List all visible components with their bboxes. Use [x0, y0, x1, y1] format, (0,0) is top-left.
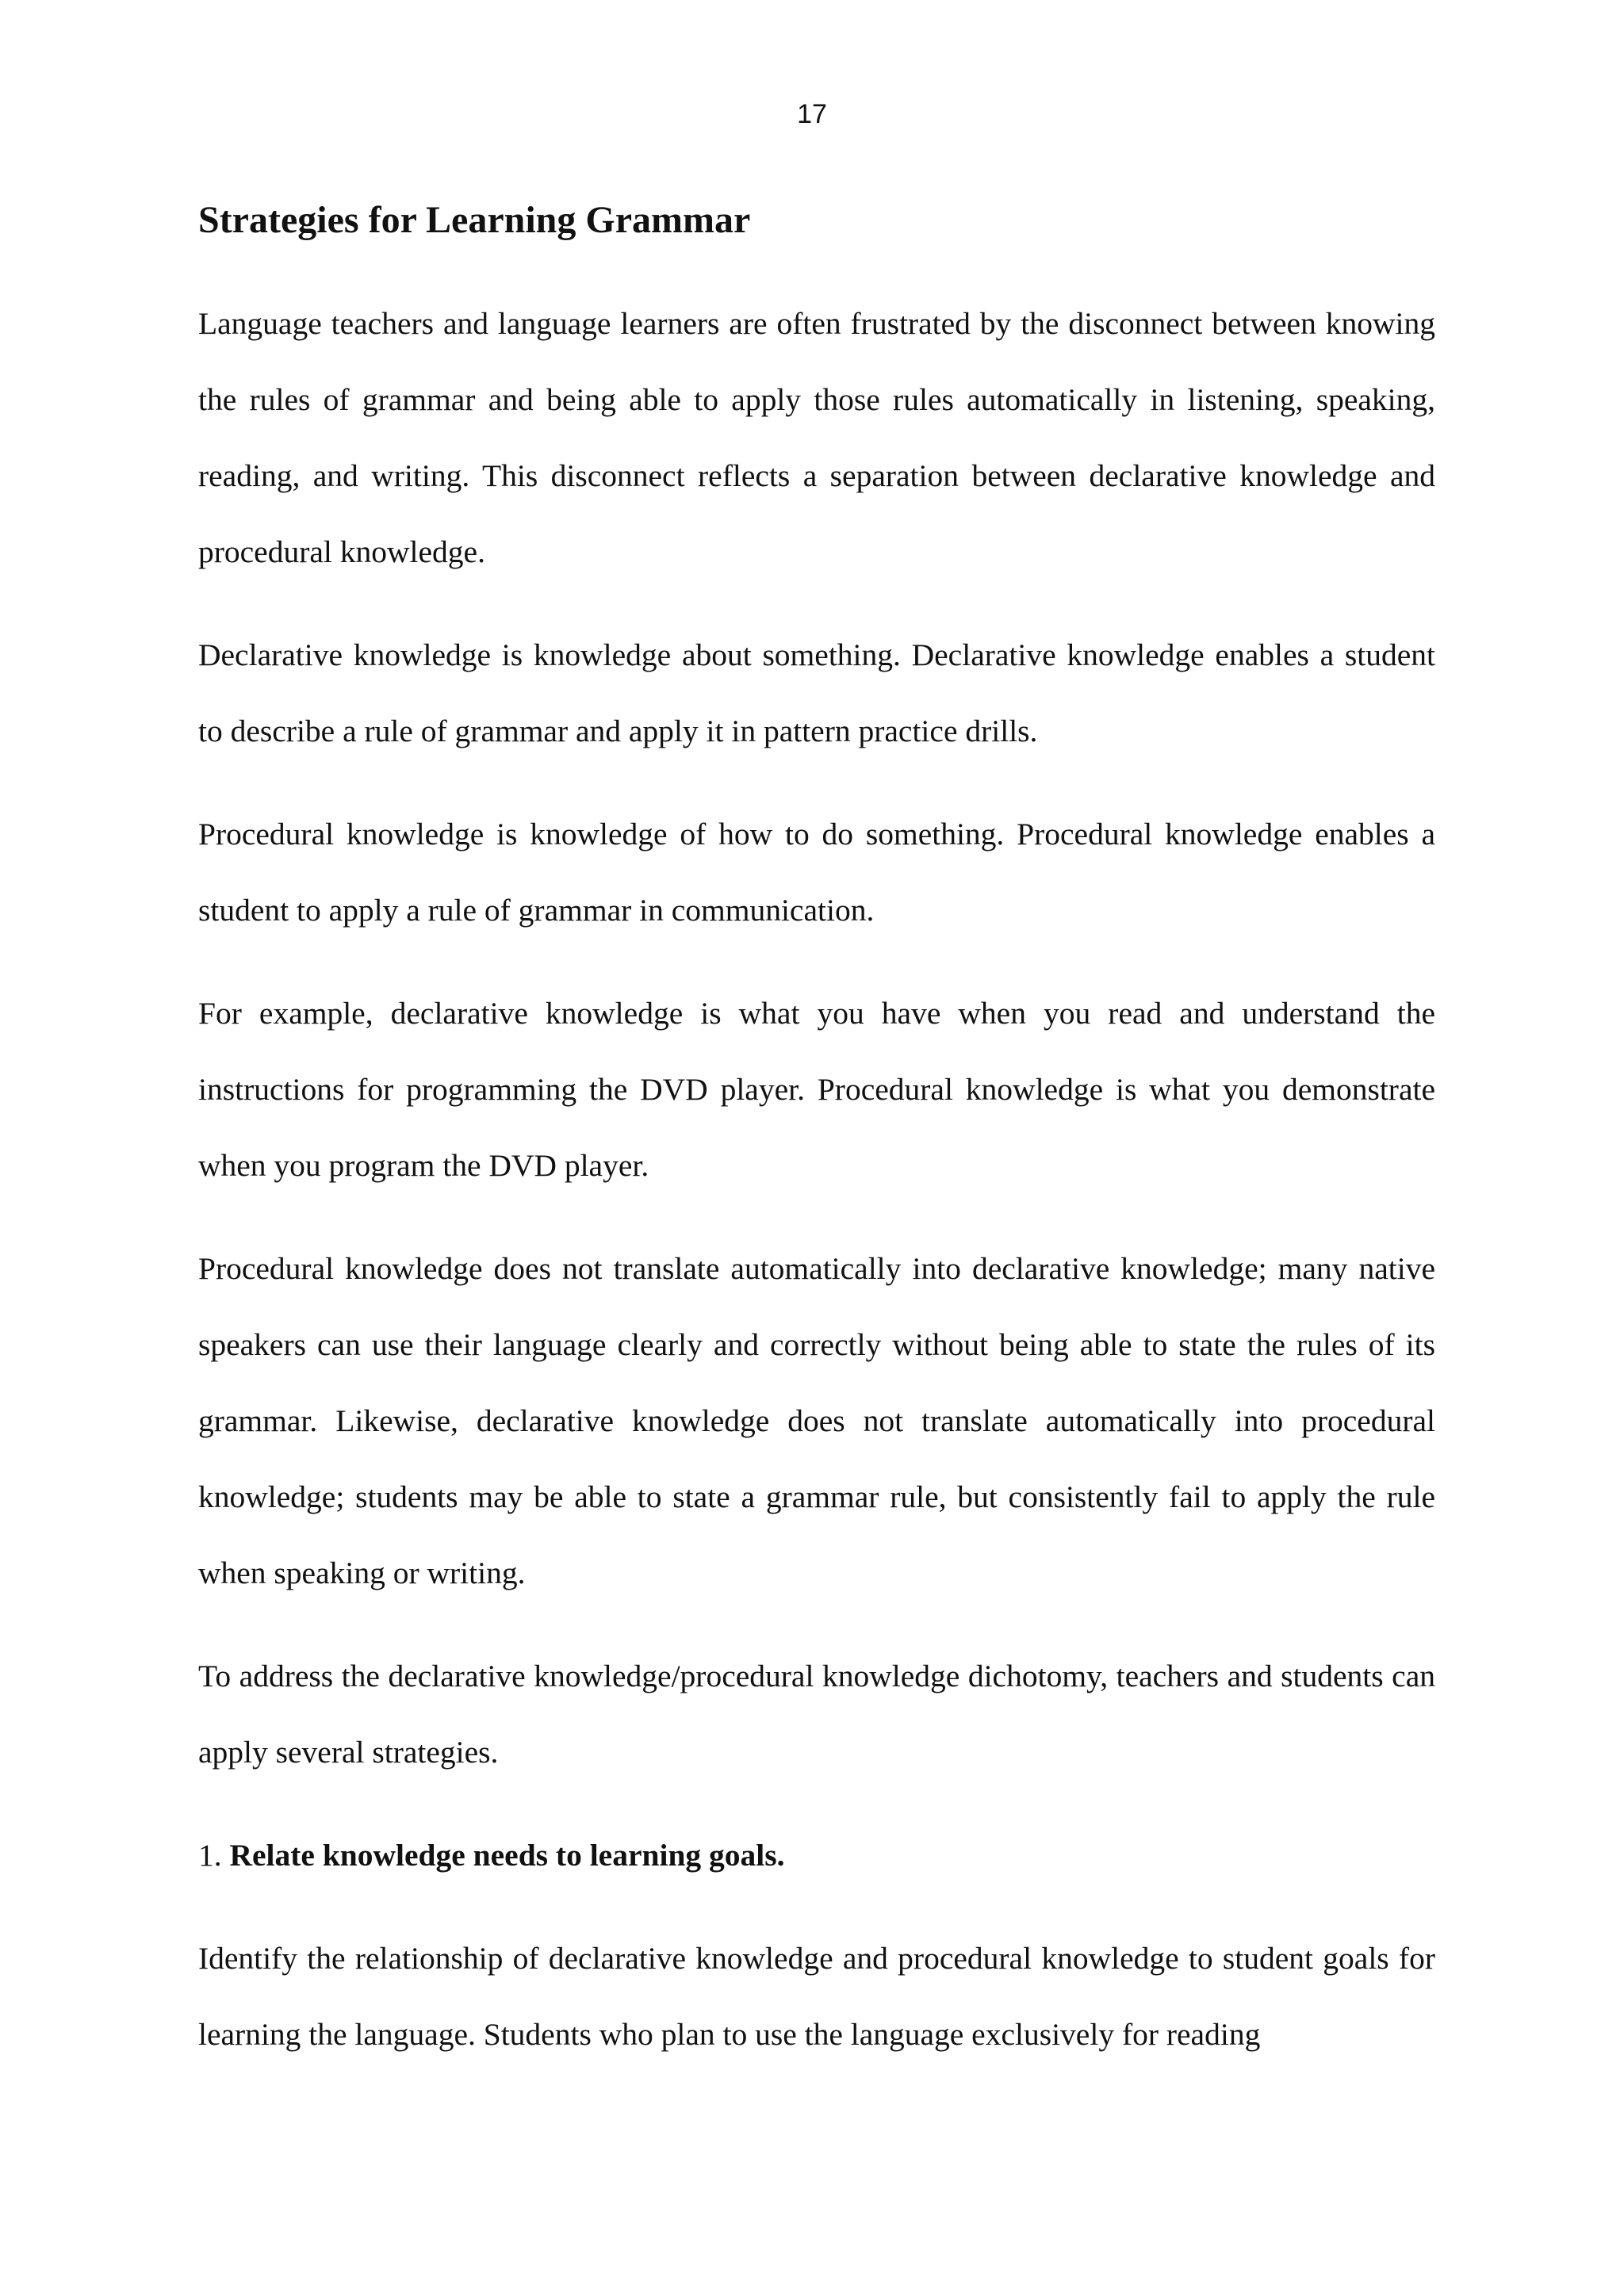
paragraph-translation: Procedural knowledge does not translate automatically into declarative knowledge; many native speakers can use their language clearly and correctly without being able to state the rules of its grammar. Likewise, declarative knowledge does not translate automatically into procedural knowledge; students may be able to state a grammar rule, but consistently fail to apply the rule when speaking or writing. [198, 1251, 1435, 1590]
page-number: 17 [797, 99, 827, 129]
paragraph-procedural: Procedural knowledge is knowledge of how to do something. Procedural knowledge enables a student to apply a rule of grammar in communication. [198, 817, 1435, 928]
paragraph-strategies: To address the declarative knowledge/procedural knowledge dichotomy, teachers and students can apply several strategies. [198, 1659, 1435, 1770]
paragraph-declarative: Declarative knowledge is knowledge about something. Declarative knowledge enables a student to describe a rule of grammar and apply it in pattern practice drills. [198, 637, 1435, 748]
paragraph-intro: Language teachers and language learners are often frustrated by the disconnect between knowing the rules of grammar and being able to apply those rules automatically in listening, speaking, reading, and writing. This disconnect reflects a separation between declarative knowledge and procedural knowledge. [198, 306, 1435, 569]
page-content [198, 197, 1435, 2099]
list-item-1-heading [198, 1817, 1435, 1893]
paragraph-example: For example, declarative knowledge is what you have when you read and understand the instructions for programming the DVD player. Procedural knowledge is what you demonstrate when you program the DVD player. [198, 996, 1435, 1183]
list-item-1-title: Relate knowledge needs to learning goals. [229, 1838, 785, 1873]
paragraph-goals: Identify the relationship of declarative knowledge and procedural knowledge to student goals for learning the language. Students who plan to use the language exclusively for reading [198, 1941, 1435, 2052]
section-heading: Strategies for Learning Grammar [198, 199, 751, 241]
list-item-1-number: 1. [198, 1838, 222, 1873]
